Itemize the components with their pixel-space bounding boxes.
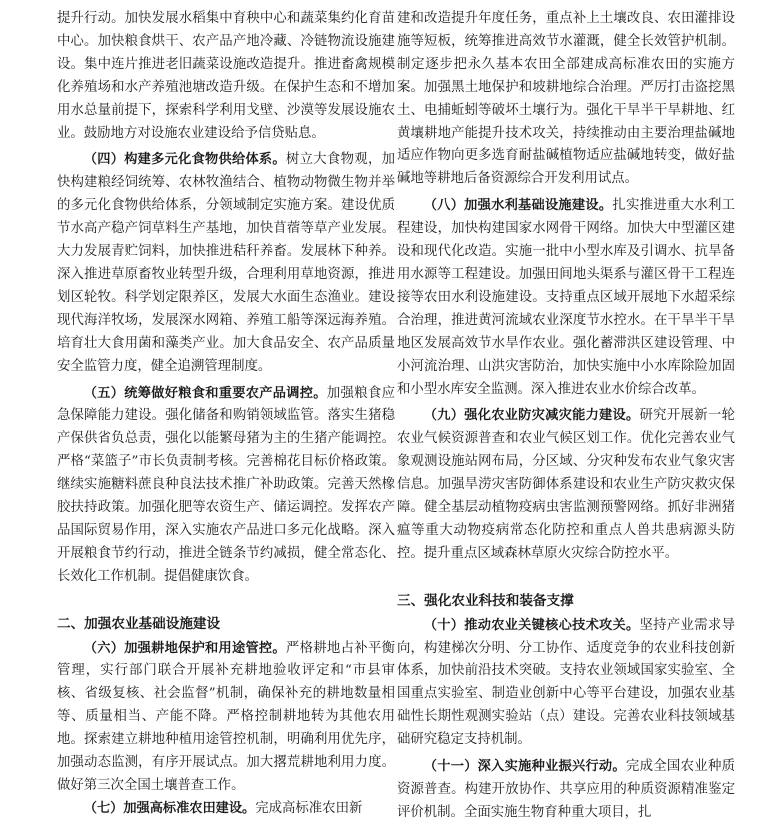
paragraph-4-lead: （四）构建多元化食物供给体系。 — [83, 152, 286, 168]
paragraph-4-body: 树立大食物观，加快构建粮经饲统筹、农林牧渔结合、植物动物微生物并举的多元化食物供给体系，分领域制定实施方案。建设优质节水高产稳产饲草料生产基地，加快苜蓿等草产业发展。大力发展青贮饲料，加快推进秸秆养畜。发展林下种养。深入推进草原畜牧业转型升级，合理利用草地资源，推进划区轮牧。科学划定限养区，发展大水面生态渔业。建设现代海洋牧场，发展深水网箱、养殖工船等深远海养殖。培育壮大食用菌和藻类产业。加大食品安全、农产品质量安全监管力度，健全追溯管理制度。 — [57, 152, 396, 374]
paragraph-intro: 提升行动。加快发展水稻集中育秧中心和蔬菜集约化育苗中心。加快粮食烘干、农产品产地冷藏、冷链物流设施建设。集中连片推进老旧蔬菜设施改造提升。推进畜禽规模化养殖场和水产养殖池塘改造升级。在保护生态和不增加用水总量前提下，探索科学利用戈壁、沙漠等发展设施农业。鼓励地方对设施农业建设给予信贷贴息。 — [57, 11, 395, 141]
paragraph-7-body: 完成高标准农田新 — [255, 800, 363, 816]
right-column — [397, 8, 735, 825]
paragraph-4 — [57, 149, 395, 378]
paragraph-7-lead: （七）加强高标准农田建设。 — [83, 800, 256, 816]
paragraph-5-body: 加强粮食应急保障能力建设。强化储备和购销领域监管。落实生猪稳产保供省负总责，强化以能繁母猪为主的生猪产能调控。严格“菜篮子”市长负责制考核。完善棉花目标价格政策。继续实施糖料蔗良种良法技术推广补助政策。完善天然橡胶扶持政策。加强化肥等农资生产、储运调控。发挥农产品国际贸易作用，深入实施农产品进口多元化战略。深入开展粮食节约行动，推进全链条节约减损，健全常态化、长效化工作机制。提倡健康饮食。 — [57, 385, 395, 584]
paragraph-10-body: 坚持产业需求导向，构建梯次分明、分工协作、适度竞争的农业科技创新体系，加快前沿技术突破。支持农业领域国家实验室、全国重点实验室、制造业创新中心等平台建设，加强农业基础性长期性观测实验站（点）建设。完善农业科技领域基础研究稳定支持机制。 — [397, 617, 735, 748]
paragraph-11 — [397, 756, 735, 825]
paragraph-8-body: 扎实推进重大水利工程建设，加快构建国家水网骨干网络。加快大中型灌区建设和现代化改造。实施一批中小型水库及引调水、抗旱备用水源等工程建设。加强田间地头渠系与灌区骨干工程连接等农田水利设施建设。支持重点区域开展地下水超采综合治理，推进黄河流域农业深度节水控水。在干旱半干旱地区发展高效节水旱作农业。强化蓄滞洪区建设管理、中小河流治理、山洪灾害防治，加快实施中小水库除险加固和小型水库安全监测。深入推进农业水价综合改革。 — [397, 198, 736, 397]
paragraph-5-lead: （五）统筹做好粮食和重要农产品调控。 — [83, 385, 327, 401]
paragraph-6-body: 严格耕地占补平衡管理，实行部门联合开展补充耕地验收评定和“市县审核、省级复核、社会监督”机制，确保补充的耕地数量相等、质量相当、产能不降。严格控制耕地转为其他农用地。探索建立耕地种植用途管控机制，明确利用优先序，加强动态监测，有序开展试点。加大撂荒耕地利用力度。做好第三次全国土壤普查工作。 — [57, 640, 396, 793]
paragraph-7-continued: 建和改造提升年度任务，重点补上土壤改良、农田灌排设施等短板，统筹推进高效节水灌溉，健全长效管护机制。制定逐步把永久基本农田全部建成高标准农田的实施方案。加强黑土地保护和坡耕地综合治理。严厉打击盗挖黑土、电捕蚯蚓等破坏土壤行为。强化干旱半干旱耕地、红黄壤耕地产能提升技术攻关，持续推动由主要治理盐碱地适应作物向更多选育耐盐碱植物适应盐碱地转变，做好盐碱地等耕地后备资源综合开发利用试点。 — [397, 11, 735, 187]
section-2-heading: 二、加强农业基础设施建设 — [57, 615, 221, 632]
paragraph-11-lead: （十一）深入实施种业振兴行动。 — [423, 759, 626, 775]
paragraph-10 — [397, 615, 735, 752]
section-3-heading: 三、强化农业科技和装备支撑 — [397, 592, 574, 609]
paragraph-10-lead: （十）推动农业关键核心技术攻关。 — [423, 617, 640, 633]
paragraph-9-lead: （九）强化农业防灾减灾能力建设。 — [423, 408, 640, 424]
paragraph-6-lead: （六）加强耕地保护和用途管控。 — [83, 640, 286, 656]
paragraph-8 — [397, 195, 735, 401]
left-column — [57, 8, 395, 821]
paragraph-7 — [57, 798, 395, 821]
paragraph-6 — [57, 638, 395, 798]
paragraph-9 — [397, 405, 735, 565]
paragraph-5 — [57, 383, 395, 589]
paragraph-8-lead: （八）加强水利基础设施建设。 — [423, 198, 613, 214]
paragraph-11-body: 完成全国农业种质资源普查。构建开放协作、共享应用的种质资源精准鉴定评价机制。全面实施生物育种重大项目，扎 — [397, 759, 736, 820]
paragraph-9-body: 研究开展新一轮农业气候资源普查和农业气候区划工作。优化完善农业气象观测设施站网布局，分区域、分灾种发布农业气象灾害信息。加强旱涝灾害防御体系建设和农业生产防灾救灾保障。健全基层动植物疫病虫害监测预警网络。抓好非洲猪瘟等重大动物疫病常态化防控和重点人兽共患病源头防控。提升重点区域森林草原火灾综合防控水平。 — [397, 408, 735, 561]
